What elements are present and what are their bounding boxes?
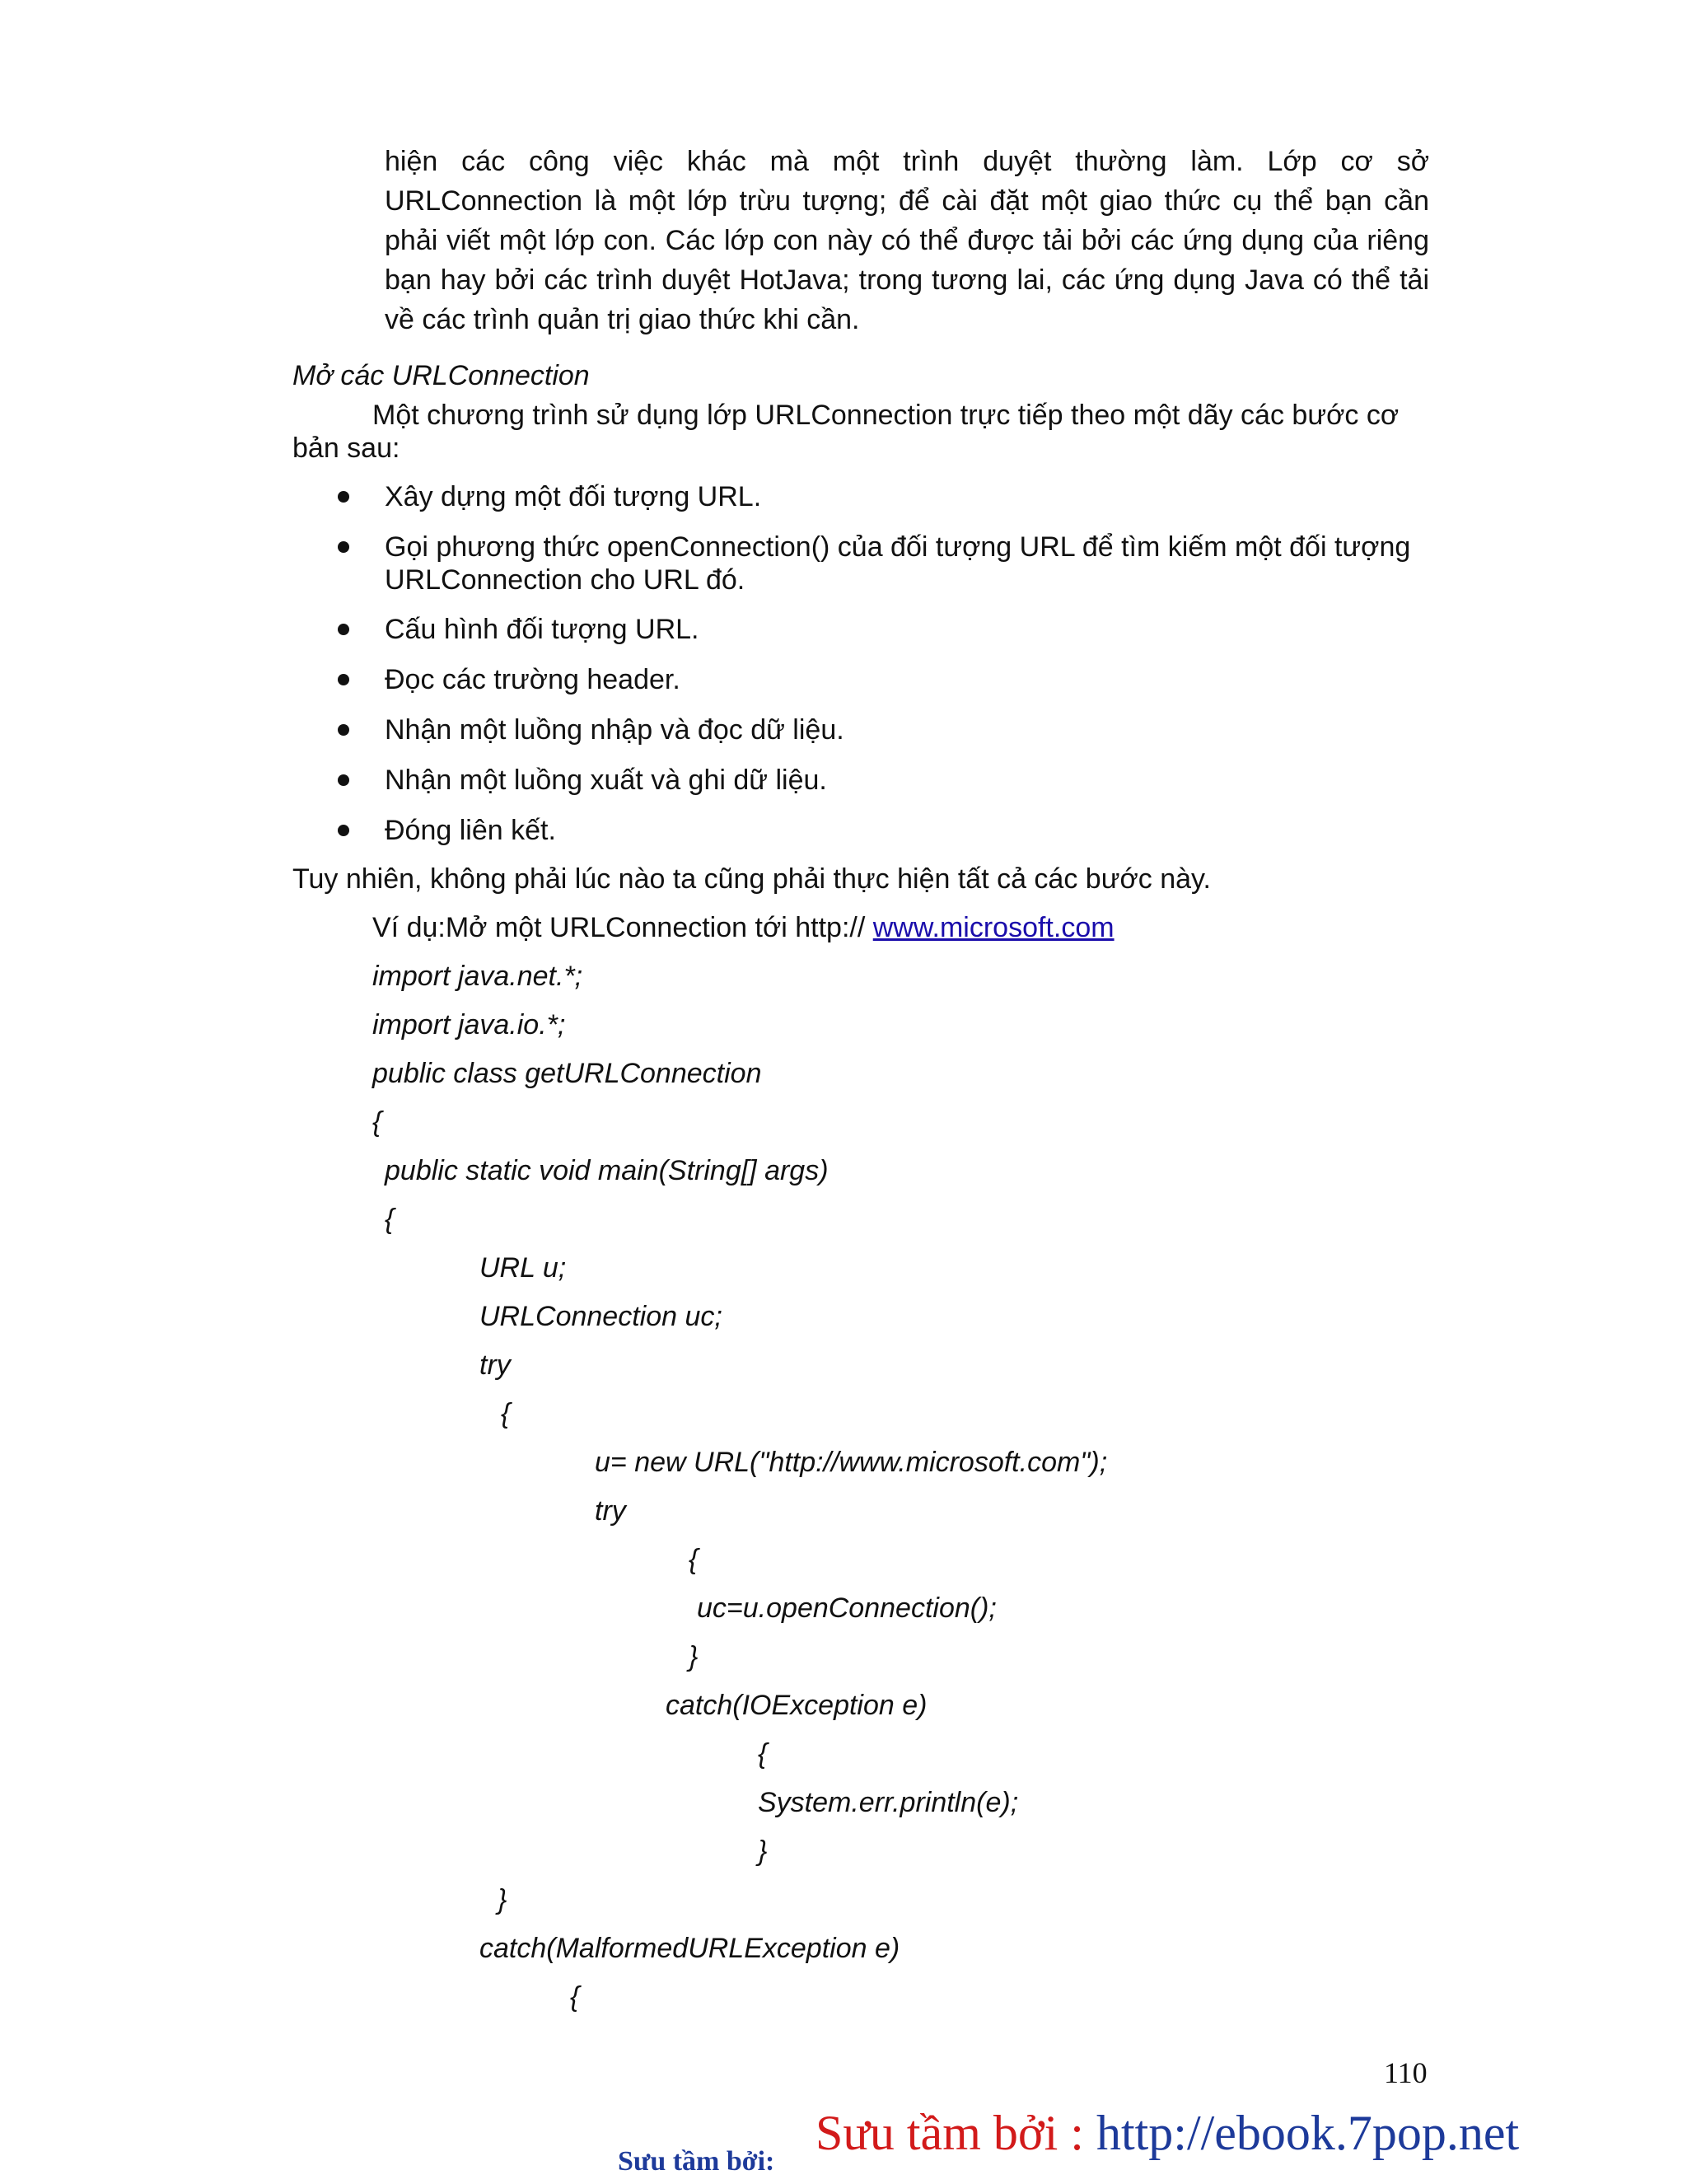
- code-line: {: [758, 1738, 768, 1770]
- intro-line-5: về các trình quản trị giao thức khi cần.: [385, 304, 860, 335]
- code-line: public class getURLConnection: [372, 1058, 762, 1089]
- code-line: {: [372, 1106, 382, 1138]
- intro-line-2: URLConnection là một lớp trừu tượng; để cài đặt một giao thức cụ thể bạn cần: [385, 185, 1429, 217]
- code-line: public static void main(String[] args): [385, 1155, 829, 1186]
- code-line: u= new URL("http://www.microsoft.com");: [595, 1447, 1108, 1478]
- example-prefix: Ví dụ:Mở một URLConnection tới http://: [372, 912, 873, 943]
- list-item: Cấu hình đối tượng URL.: [385, 614, 699, 645]
- code-line: try: [595, 1495, 626, 1527]
- bullet-dot: [338, 825, 349, 836]
- code-line: }: [758, 1836, 768, 1867]
- bullet-dot: [338, 724, 349, 736]
- note-line: Tuy nhiên, không phải lúc nào ta cũng phải thực hiện tất cả các bước này.: [292, 863, 1211, 895]
- list-item: Đọc các trường header.: [385, 664, 680, 695]
- intro-line-1: hiện các công việc khác mà một trình duyệt thường làm. Lớp cơ sở: [385, 146, 1429, 177]
- watermark-url: http://ebook.7pop.net: [1096, 2106, 1520, 2160]
- code-line: }: [689, 1641, 699, 1672]
- list-item-continuation: URLConnection cho URL đó.: [385, 564, 745, 596]
- code-line: catch(MalformedURLException e): [479, 1933, 900, 1964]
- list-item: Gọi phương thức openConnection() của đối tượng URL để tìm kiếm một đối tượng: [385, 531, 1411, 563]
- watermark: [815, 2105, 1519, 2162]
- example-line: [372, 908, 1115, 947]
- code-line: {: [385, 1204, 395, 1235]
- intro-line-3: phải viết một lớp con. Các lớp con này có thể được tải bởi các ứng dụng của riêng: [385, 225, 1429, 256]
- section-heading: Mở các URLConnection: [292, 360, 590, 391]
- code-line: import java.net.*;: [372, 961, 583, 992]
- bullet-dot: [338, 491, 349, 503]
- code-line: import java.io.*;: [372, 1009, 566, 1041]
- bullet-dot: [338, 541, 349, 553]
- code-line: System.err.println(e);: [758, 1787, 1019, 1818]
- code-line: URLConnection uc;: [479, 1301, 722, 1332]
- bullet-dot: [338, 674, 349, 685]
- paragraph-line-2: bản sau:: [292, 433, 400, 464]
- intro-line-4: bạn hay bởi các trình duyệt HotJava; trong tương lai, các ứng dụng Java có thể tải: [385, 264, 1429, 296]
- code-line: {: [570, 1981, 580, 2013]
- footer-credit: Sưu tầm bởi:: [618, 2146, 775, 2177]
- list-item: Đóng liên kết.: [385, 815, 556, 846]
- bullet-dot: [338, 624, 349, 635]
- code-line: try: [479, 1349, 511, 1381]
- code-line: catch(IOException e): [666, 1690, 928, 1721]
- code-line: {: [689, 1544, 699, 1575]
- bullet-dot: [338, 774, 349, 786]
- code-line: {: [501, 1398, 511, 1429]
- code-line: uc=u.openConnection();: [697, 1592, 997, 1624]
- list-item: Xây dựng một đối tượng URL.: [385, 481, 762, 512]
- code-line: }: [498, 1884, 507, 1915]
- watermark-label: Sưu tầm bởi :: [815, 2106, 1096, 2160]
- list-item: Nhận một luồng nhập và đọc dữ liệu.: [385, 714, 844, 746]
- list-item: Nhận một luồng xuất và ghi dữ liệu.: [385, 765, 827, 796]
- paragraph-line-1: Một chương trình sử dụng lớp URLConnection trực tiếp theo một dãy các bước cơ: [372, 400, 1400, 431]
- code-line: URL u;: [479, 1252, 567, 1284]
- page-number: 110: [1384, 2056, 1428, 2089]
- example-link[interactable]: www.microsoft.com: [872, 912, 1115, 943]
